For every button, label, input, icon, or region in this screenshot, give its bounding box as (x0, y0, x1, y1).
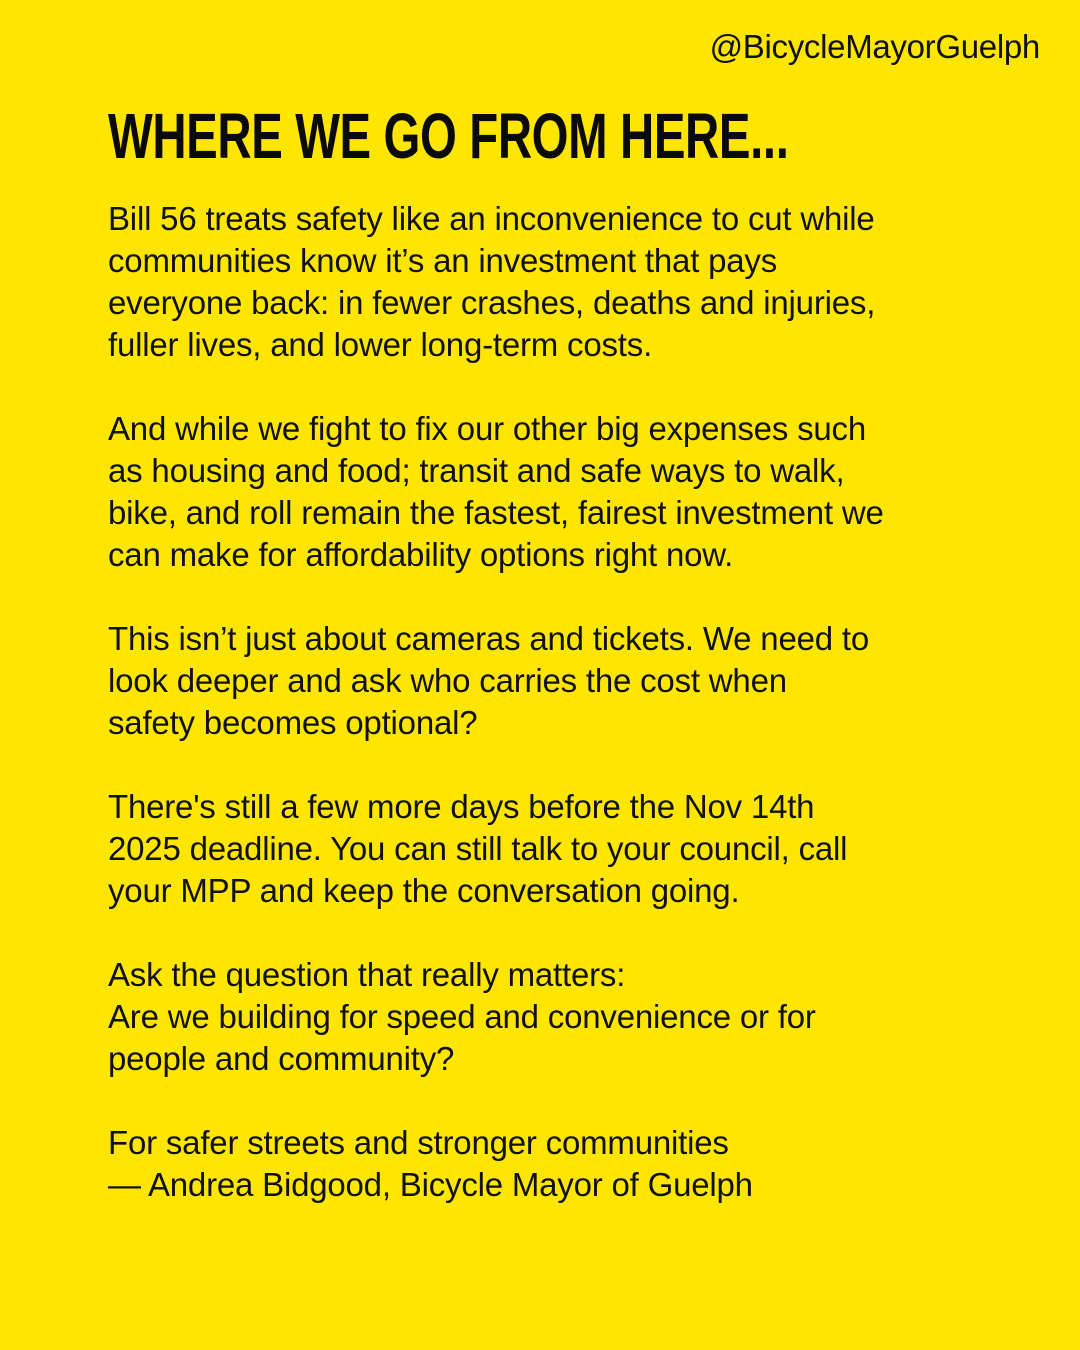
paragraph-cameras (108, 618, 1008, 744)
paragraph-line: look deeper and ask who carries the cost when (108, 662, 787, 699)
paragraph-line: people and community? (108, 1040, 455, 1077)
body-text (108, 198, 1008, 1206)
headline: WHERE WE GO FROM HERE... (108, 100, 789, 172)
paragraph-line: This isn’t just about cameras and tickets. We need to (108, 620, 870, 657)
paragraph-line: as housing and food; transit and safe ways to walk, (108, 452, 845, 489)
paragraph-affordability (108, 408, 1008, 576)
paragraph-line: everyone back: in fewer crashes, deaths and injuries, (108, 284, 876, 321)
paragraph-line: safety becomes optional? (108, 704, 478, 741)
paragraph-line: can make for affordability options right now. (108, 536, 734, 573)
paragraph-line: There's still a few more days before the Nov 14th (108, 788, 815, 825)
paragraph-line: communities know it’s an investment that pays (108, 242, 778, 279)
paragraph-line: Ask the question that really matters: (108, 956, 626, 993)
paragraph-line: your MPP and keep the conversation going. (108, 872, 740, 909)
paragraph-line: Bill 56 treats safety like an inconvenience to cut while (108, 200, 875, 237)
signature (108, 1122, 1008, 1206)
paragraph-line: And while we fight to fix our other big expenses such (108, 410, 867, 447)
paragraph-line: bike, and roll remain the fastest, fairest investment we (108, 494, 884, 531)
paragraph-line: fuller lives, and lower long-term costs. (108, 326, 653, 363)
paragraph-line: Are we building for speed and convenience or for (108, 998, 816, 1035)
paragraph-deadline (108, 786, 1008, 912)
paragraph-line: 2025 deadline. You can still talk to your council, call (108, 830, 848, 867)
paragraph-question (108, 954, 1008, 1080)
handle: @BicycleMayorGuelph (709, 28, 1040, 65)
paragraph-line: — Andrea Bidgood, Bicycle Mayor of Guelph (108, 1166, 753, 1203)
paragraph-line: For safer streets and stronger communities (108, 1124, 729, 1161)
paragraph-bill-56 (108, 198, 1008, 366)
